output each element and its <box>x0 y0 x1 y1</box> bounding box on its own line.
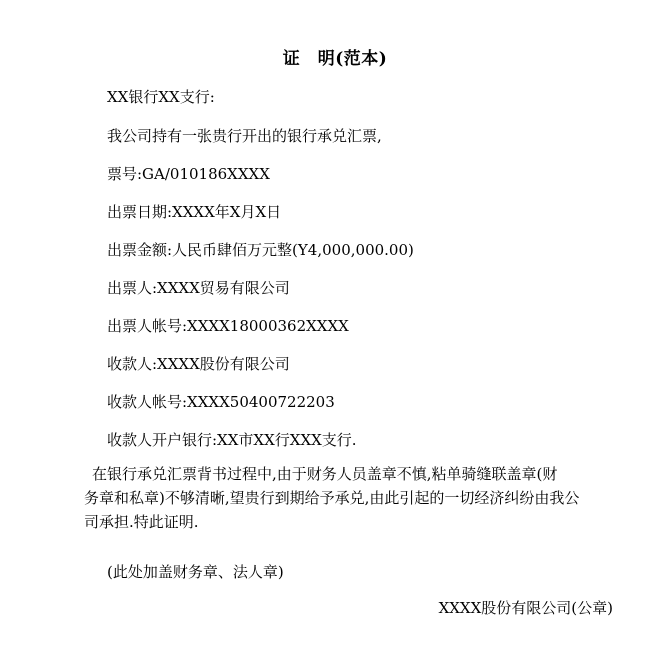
body-line: 务章和私章)不够清晰,望贵行到期给予承兑,由此引起的一切经济纠纷由我公 <box>84 489 580 507</box>
body-line: 在银行承兑汇票背书过程中,由于财务人员盖章不慎,粘单骑缝联盖章(财 <box>92 465 558 483</box>
document-title: 证 明(范本) <box>282 49 388 69</box>
stamp-note: (此处加盖财务章、法人章) <box>107 563 284 581</box>
field-issue-date: 出票日期:XXXX年X月X日 <box>107 203 282 221</box>
field-drawer: 出票人:XXXX贸易有限公司 <box>107 279 290 297</box>
field-issue-amount: 出票金额:人民币肆佰万元整(Y4,000,000.00) <box>107 241 414 259</box>
field-payee: 收款人:XXXX股份有限公司 <box>107 355 290 373</box>
field-ticket-number: 票号:GA/010186XXXX <box>107 165 270 183</box>
field-drawer-account: 出票人帐号:XXXX18000362XXXX <box>107 317 349 335</box>
body-line: 司承担.特此证明. <box>84 513 199 531</box>
signature-line: XXXX股份有限公司(公章) <box>438 599 613 617</box>
field-payee-bank: 收款人开户银行:XX市XX行XXX支行. <box>107 431 357 449</box>
salutation: XX银行XX支行: <box>107 88 215 106</box>
intro-line: 我公司持有一张贵行开出的银行承兑汇票, <box>107 127 382 145</box>
body-paragraph <box>84 462 636 534</box>
field-payee-account: 收款人帐号:XXXX50400722203 <box>107 393 335 411</box>
